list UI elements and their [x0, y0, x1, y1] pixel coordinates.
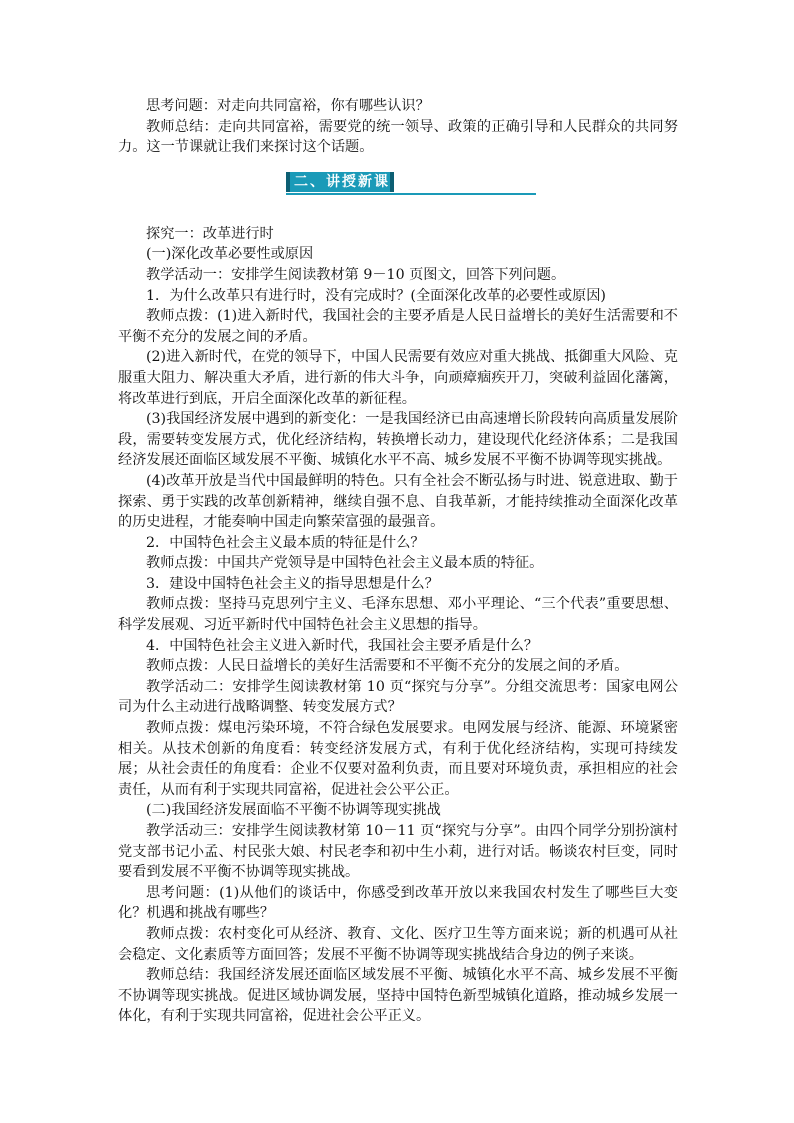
- intro-question: 思考问题：对走向共同富裕，你有哪些认识？: [146, 98, 430, 114]
- paragraph: (一)深化改革必要性或原因: [146, 246, 314, 263]
- section-banner-title: 二、讲授新课: [286, 172, 394, 192]
- paragraph: 教学活动二：安排学生阅读教材第 10 页“探究与分享”。分组交流思考：国家电网公司为什么主动进行战略调整、转变发展方式？: [118, 678, 678, 716]
- paragraph: 教师点拨：坚持马克思列宁主义、毛泽东思想、邓小平理论、“三个代表”重要思想、科学发展观、习近平新时代中国特色社会主义思想的指导。: [118, 596, 678, 634]
- paragraph: 1．为什么改革只有进行时，没有完成时？(全面深化改革的必要性或原因): [146, 287, 606, 304]
- paragraph: 教师点拨：农村变化可从经济、教育、文化、医疗卫生等方面来说；新的机遇可从社会稳定、文化素质等方面回答；发展不平衡不协调等现实挑战结合身边的例子来谈。: [118, 925, 678, 963]
- paragraph: (4)改革开放是当代中国最鲜明的特色。只有全社会不断弘扬与时进、锐意进取、勤于探索、勇于实践的改革创新精神，继续自强不息、自我革新，才能持续推动全面深化改革的历史进程，才能奏响中国走向繁荣富强的最强音。: [118, 472, 678, 531]
- paragraph: 教师点拨：中国共产党领导是中国特色社会主义最本质的特征。: [146, 555, 544, 572]
- paragraph: (二)我国经济发展面临不平衡不协调等现实挑战: [146, 802, 441, 819]
- paragraph: (2)进入新时代，在党的领导下，中国人民需要有效应对重大挑战、抵御重大风险、克服重大阻力、解决重大矛盾，进行新的伟大斗争，向顽瘴痼疾开刀，突破利益固化藩篱，将改革进行到底，开启全面深化改革的新征程。: [118, 349, 678, 407]
- paragraph: 教师点拨：(1)进入新时代，我国社会的主要矛盾是人民日益增长的美好生活需要和不平衡不充分的发展之间的矛盾。: [118, 308, 678, 345]
- paragraph: 2．中国特色社会主义最本质的特征是什么？: [146, 534, 425, 551]
- paragraph: 教师点拨：煤电污染环境，不符合绿色发展要求。电网发展与经济、能源、环境紧密相关。从技术创新的角度看：转变经济发展方式，有利于优化经济结构，实现可持续发展；从社会责任的角度看：企业不仅要对盈利负责，而且要对环境负责，承担相应的社会责任，从而有利于实现共同富裕，促进社会公平公正。: [118, 720, 678, 798]
- paragraph: (3)我国经济发展中遇到的新变化：一是我国经济已由高速增长阶段转向高质量发展阶段，需要转变发展方式，优化经济结构，转换增长动力，建设现代化经济体系；二是我国经济发展还面临区域发展不平衡、城镇化水平不高、城乡发展不平衡不协调等现实挑战。: [118, 411, 678, 469]
- paragraph: 教学活动一：安排学生阅读教材第 9－10 页图文，回答下列问题。: [146, 266, 566, 283]
- paragraph: 思考问题：(1)从他们的谈话中，你感受到改革开放以来我国农村发生了哪些巨大变化？机遇和挑战有哪些？: [118, 884, 678, 922]
- document-body: [118, 96, 678, 1027]
- intro-summary: 教师总结：走向共同富裕，需要党的统一领导、政策的正确引导和人民群众的共同努力。这一节课就让我们来探讨这个话题。: [118, 118, 678, 156]
- section-banner: [118, 172, 678, 212]
- paragraph: 4．中国特色社会主义进入新时代，我国社会主要矛盾是什么？: [146, 637, 539, 654]
- paragraph: 教师总结：我国经济发展还面临区域发展不平衡、城镇化水平不高、城乡发展不平衡不协调等现实挑战。促进区域协调发展，坚持中国特色新型城镇化道路，推动城乡发展一体化，有利于实现共同富裕，促进社会公平正义。: [118, 967, 678, 1025]
- paragraph: 教师点拨：人民日益增长的美好生活需要和不平衡不充分的发展之间的矛盾。: [146, 658, 629, 675]
- section-banner-underline: [286, 193, 536, 195]
- paragraph: 3．建设中国特色社会主义的指导思想是什么？: [146, 575, 439, 592]
- section-banner-bar: [390, 172, 394, 192]
- paragraph: 教学活动三：安排学生阅读教材第 10－11 页“探究与分享”。由四个同学分别扮演村党支部书记小孟、村民张大娘、村民老李和初中生小莉，进行对话。畅谈农村巨变，同时要看到发展不平衡不协调等现实挑战。: [118, 823, 678, 881]
- paragraph: 探究一：改革进行时: [146, 225, 274, 242]
